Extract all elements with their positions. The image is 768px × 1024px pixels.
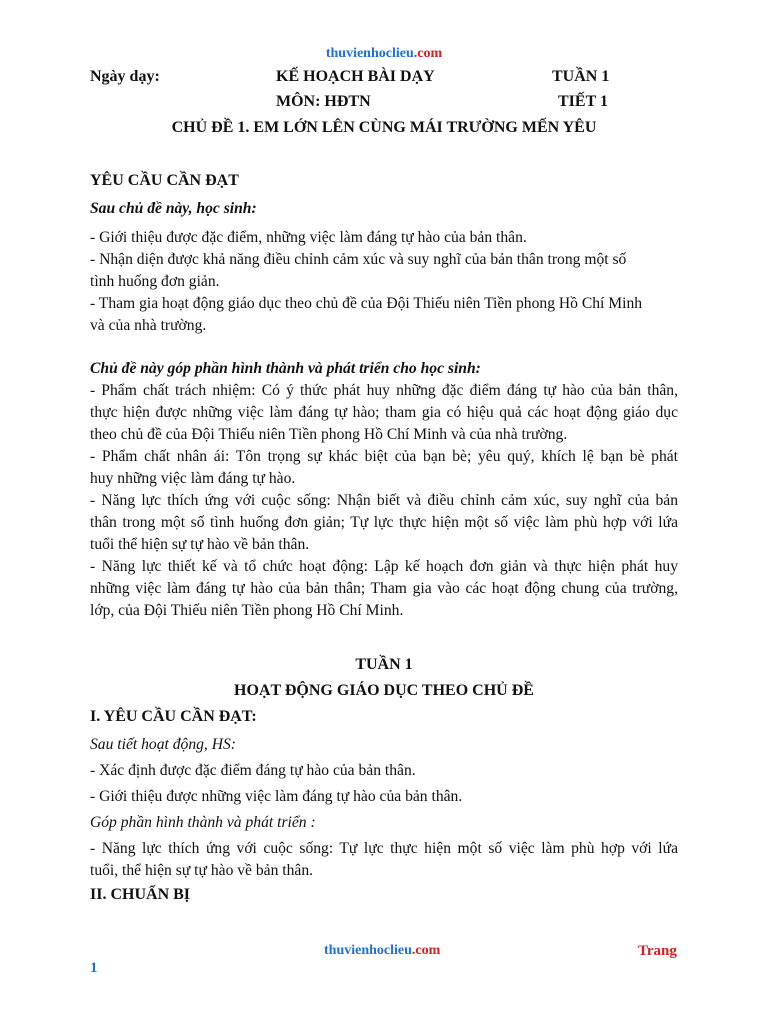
requirements-heading: YÊU CẦU CẦN ĐẠT xyxy=(90,172,239,189)
footer-site-name: thuvienhoclieu xyxy=(324,943,412,958)
text-line: - Năng lực thích ứng với cuộc sống: Nhận biết và điều chỉnh cảm xúc, suy nghĩ của bản xyxy=(90,492,678,509)
text-line: lớp, của Đội Thiếu niên Tiền phong Hồ Chí Minh. xyxy=(90,602,404,619)
section-i-heading: I. YÊU CẦU CẦN ĐẠT: xyxy=(90,708,257,725)
text-line: - Năng lực thích ứng với cuộc sống: Tự lực thực hiện một số việc làm phù hợp với lứa xyxy=(90,840,678,857)
text-line: - Tham gia hoạt động giáo dục theo chủ đề của Đội Thiếu niên Tiền phong Hồ Chí Minh xyxy=(90,295,643,312)
header-site-ext: .com xyxy=(413,46,443,61)
development-list xyxy=(90,380,678,622)
text-line: và của nhà trường. xyxy=(90,317,207,334)
text-line: - Nhận diện được khả năng điều chỉnh cảm xúc và suy nghĩ của bản thân trong một số xyxy=(90,251,627,268)
week-label: TUẦN 1 xyxy=(552,68,610,85)
text-line: - Năng lực thiết kế và tổ chức hoạt động: Lập kế hoạch đơn giản và thực hiện phát huy xyxy=(90,558,678,575)
text-line: tình huống đơn giản. xyxy=(90,273,220,290)
after-activity-label: Sau tiết hoạt động, HS: xyxy=(90,736,236,753)
footer-site-link[interactable] xyxy=(324,943,440,959)
text-line: - Phẩm chất nhân ái: Tôn trọng sự khác biệt của bạn bè; yêu quý, khích lệ bạn bè phát xyxy=(90,448,678,465)
header-site-name: thuvienhoclieu xyxy=(325,46,414,61)
activity-heading: HOẠT ĐỘNG GIÁO DỤC THEO CHỦ ĐỀ xyxy=(234,682,534,699)
requirement-item: - Xác định được đặc điểm đáng tự hào của bản thân. xyxy=(90,762,416,779)
text-line: thực hiện được những việc làm đáng tự hào; tham gia có hiệu quả các hoạt động giáo dục xyxy=(90,404,678,421)
header-site-link[interactable] xyxy=(0,46,768,62)
plan-title: KẾ HOẠCH BÀI DẠY xyxy=(276,68,435,85)
contribution-label: Góp phần hình thành và phát triển : xyxy=(90,814,316,831)
text-line: - Phẩm chất trách nhiệm: Có ý thức phát huy những đặc điểm đáng tự hào của bản thân, xyxy=(90,382,678,399)
text-line: tuổi thể hiện sự tự hào về bản thân. xyxy=(90,536,310,553)
development-subheading: Chủ đề này góp phần hình thành và phát triển cho học sinh: xyxy=(90,360,481,377)
requirement-item: - Giới thiệu được những việc làm đáng tự hào của bản thân. xyxy=(90,788,463,805)
contribution-text xyxy=(90,838,678,882)
section-ii-heading: II. CHUẨN BỊ xyxy=(90,886,191,903)
topic-title: CHỦ ĐỀ 1. EM LỚN LÊN CÙNG MÁI TRƯỜNG MẾN YÊU xyxy=(171,119,597,136)
subject-label: MÔN: HĐTN xyxy=(276,93,371,110)
text-line: theo chủ đề của Đội Thiếu niên Tiền phong Hồ Chí Minh và của nhà trường. xyxy=(90,426,568,443)
footer-site-ext: .com xyxy=(411,943,441,958)
text-line: thân trong một số tình huống đơn giản; Tự lực thực hiện một số việc làm phù hợp với lứa xyxy=(90,514,678,531)
lesson-label: TIẾT 1 xyxy=(558,93,608,110)
text-line: - Giới thiệu được đặc điểm, những việc làm đáng tự hào của bản thân. xyxy=(90,229,527,246)
requirements-subheading: Sau chủ đề này, học sinh: xyxy=(90,200,257,217)
text-line: huy những việc làm đáng tự hào. xyxy=(90,470,296,487)
week-heading: TUẦN 1 xyxy=(355,656,413,673)
date-label: Ngày dạy: xyxy=(90,68,160,85)
text-line: tuổi, thể hiện sự tự hào về bản thân. xyxy=(90,862,314,879)
requirements-list xyxy=(90,227,678,337)
text-line: những việc làm đáng tự hào của bản thân; Tham gia vào các hoạt động chung của trường, xyxy=(90,580,678,597)
page-label: Trang xyxy=(638,943,677,959)
page-number: 1 xyxy=(90,960,98,976)
